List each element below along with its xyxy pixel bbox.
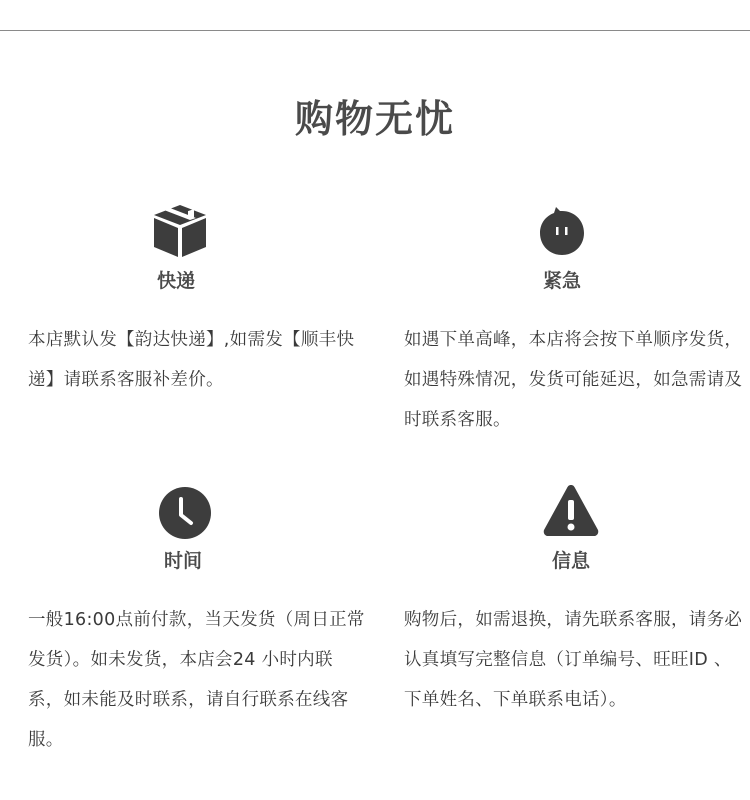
clock-icon — [145, 485, 225, 549]
chat-bubble-icon — [522, 205, 602, 269]
page-title: 购物无忧 — [294, 97, 455, 141]
section-text-time: 一般16:00点前付款，当天发货（周日正常发货）。如未发货，本店会24 小时内联系，如未能及时联系，请自行联系在线客服。 — [28, 610, 365, 750]
section-label-express: 快递 — [156, 270, 195, 292]
top-divider — [0, 30, 750, 31]
section-label-urgent: 紧急 — [542, 270, 581, 292]
section-label-time: 时间 — [163, 550, 202, 572]
section-text-express: 本店默认发【韵达快递】,如需发【顺丰快递】请联系客服补差价。 — [28, 330, 355, 390]
section-text-info: 购物后，如需退换，请先联系客服，请务必认真填写完整信息（订单编号、旺旺ID 、下单姓名、下单联系电话）。 — [404, 610, 743, 710]
package-box-icon — [140, 203, 220, 267]
section-text-urgent: 如遇下单高峰，本店将会按下单顺序发货，如遇特殊情况，发货可能延迟，如急需请及时联系客服。 — [404, 330, 743, 430]
section-label-info: 信息 — [551, 550, 590, 572]
warning-icon — [531, 482, 611, 546]
